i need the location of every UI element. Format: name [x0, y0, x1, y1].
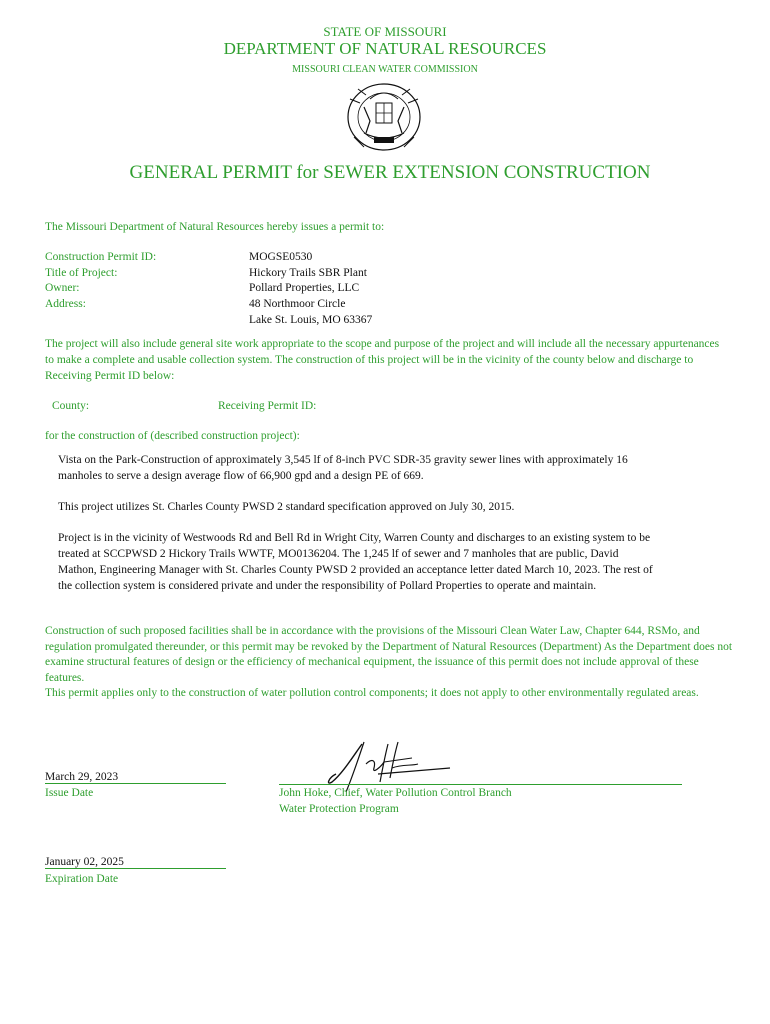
project-paragraph-1: Vista on the Park-Construction of approximately 3,545 lf of 8-inch PVC SDR-35 gravity sewer lines with approximately 16 manholes to serve a design average flow of 66,900 gpd and a design PE of 669. — [58, 454, 628, 482]
signature-line — [279, 784, 682, 785]
field-value-address-line2: Lake St. Louis, MO 63367 — [249, 314, 373, 326]
field-value-permit-id: MOGSE0530 — [249, 251, 313, 263]
field-label-project-title: Title of Project: — [45, 267, 118, 279]
project-paragraph-3: Project is in the vicinity of Westwoods Rd and Bell Rd in Wright City, Warren County and discharges to an existing system to be treated at SCCPWSD 2 Hickory Trails WWTF, MO0136204. The 1,245 lf of sewer and 7 manholes that are public, David Mathon, Engineering Manager with St. Charles County PWSD 2 provided an acceptance letter dated March 10, 2023. The rest of the collection system is considered private and under the responsibility of Pollard Properties to operate and maintain. — [58, 532, 653, 592]
issue-date-value: March 29, 2023 — [45, 771, 226, 784]
permit-title: GENERAL PERMIT for SEWER EXTENSION CONSTRUCTION — [129, 162, 651, 183]
field-value-owner: Pollard Properties, LLC — [249, 282, 360, 294]
department-heading: DEPARTMENT OF NATURAL RESOURCES — [223, 39, 547, 58]
commission-heading: MISSOURI CLEAN WATER COMMISSION — [292, 64, 478, 75]
expiration-date-label: Expiration Date — [45, 873, 119, 885]
project-paragraph-2: This project utilizes St. Charles County PWSD 2 standard specification approved on July 30, 2015. — [58, 501, 515, 513]
issue-date-label: Issue Date — [45, 787, 94, 799]
legal-paragraph-1: Construction of such proposed facilities shall be in accordance with the provisions of the Missouri Clean Water Law, Chapter 644, RSMo, and regulation promulgated thereunder, or this permit may be revoked by the Department of Natural Resources (Department) As the Department does not examine structural features of design or the efficiency of mechanical equipment, the issuance of this permit does not include approval of these features. — [45, 625, 733, 684]
project-description-paragraph: The project will also include general site work appropriate to the scope and purpose of the project and will include all the necessary appurtenances to make a complete and usable collection system. The construction of this project will be in the vicinity of the county below and discharge to Receiving Permit ID below: — [45, 338, 720, 382]
construction-of-label: for the construction of (described construction project): — [45, 430, 300, 442]
county-label: County: — [52, 400, 90, 412]
expiration-date-value: January 02, 2025 — [45, 856, 226, 869]
signer-name: John Hoke, Chief, Water Pollution Control Branch — [279, 787, 512, 799]
state-heading: STATE OF MISSOURI — [323, 24, 447, 39]
signer-program: Water Protection Program — [279, 803, 399, 815]
legal-paragraph — [45, 624, 735, 702]
field-value-project-title: Hickory Trails SBR Plant — [249, 267, 367, 279]
state-seal-icon — [340, 77, 428, 155]
field-label-address: Address: — [45, 298, 86, 310]
legal-paragraph-2: This permit applies only to the construction of water pollution control components; it does not apply to other environmentally regulated areas. — [45, 687, 699, 700]
issue-intro: The Missouri Department of Natural Resources hereby issues a permit to: — [45, 221, 385, 233]
field-value-address-line1: 48 Northmoor Circle — [249, 298, 346, 310]
field-label-owner: Owner: — [45, 282, 80, 294]
field-label-permit-id: Construction Permit ID: — [45, 251, 157, 263]
receiving-permit-label: Receiving Permit ID: — [218, 400, 317, 412]
